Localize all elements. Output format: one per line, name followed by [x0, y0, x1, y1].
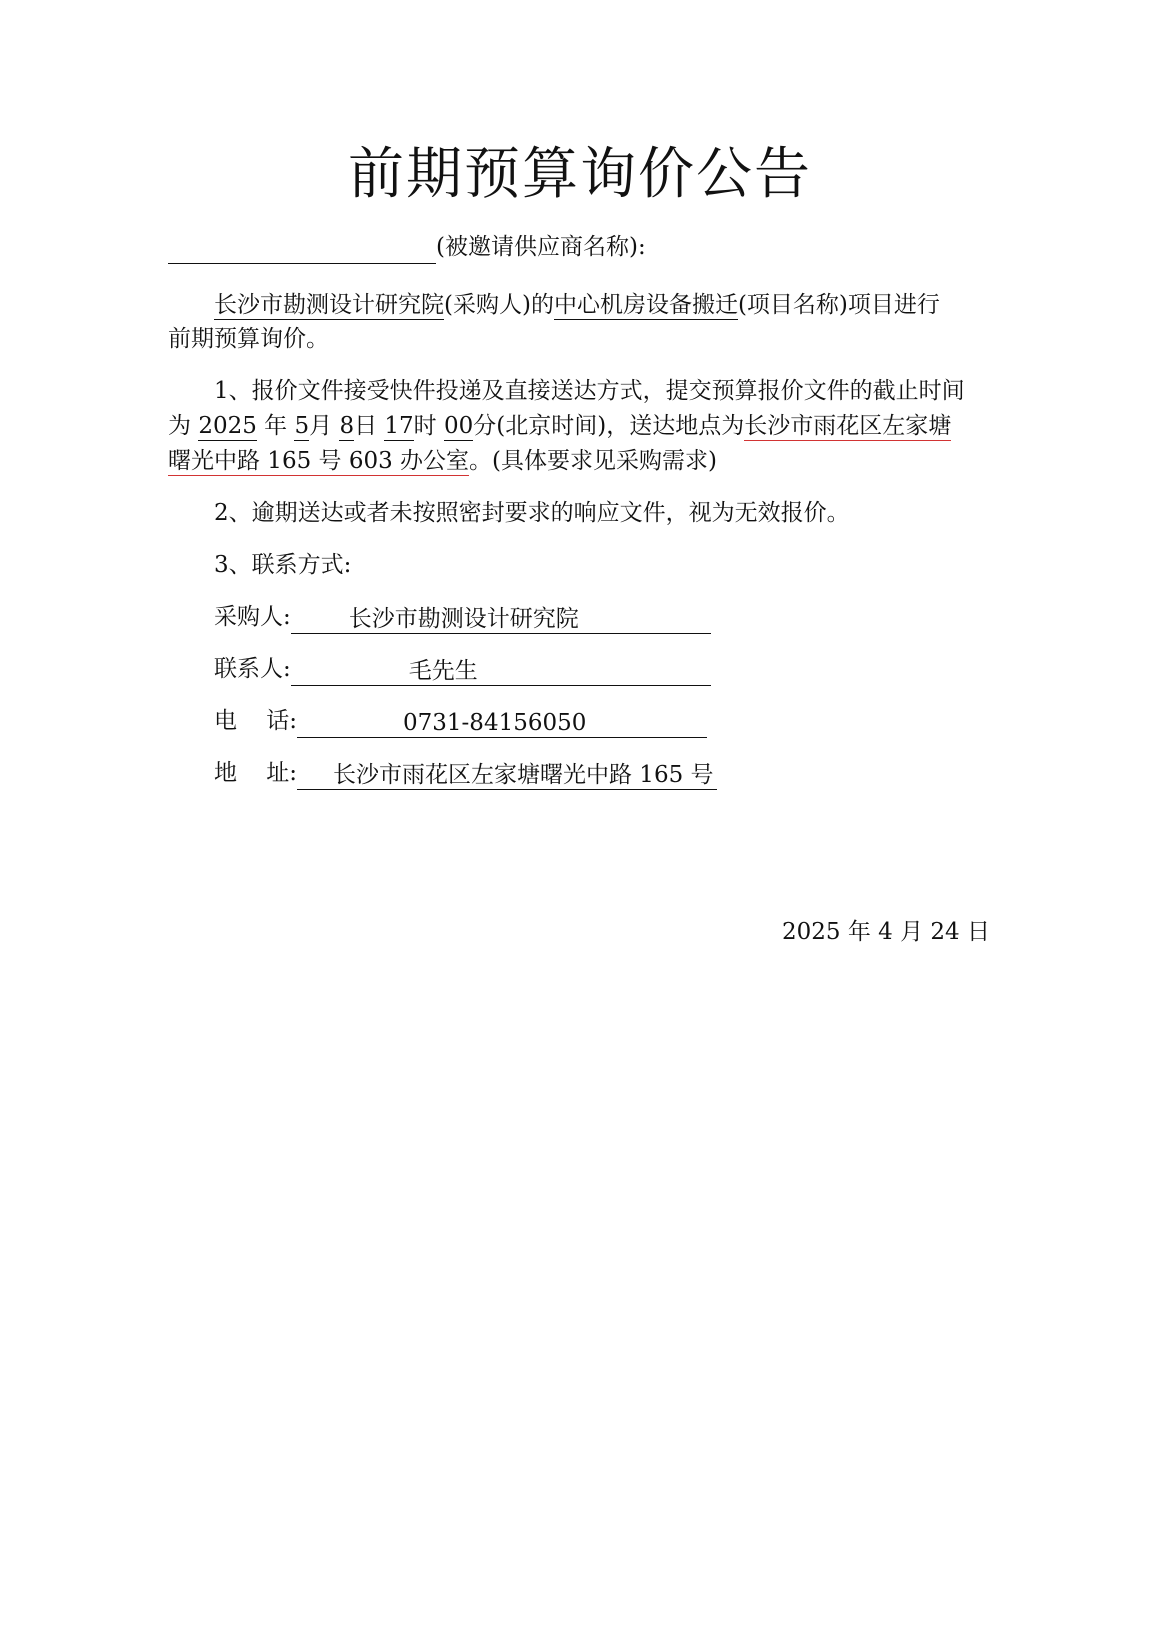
contact-phone-field: [297, 709, 707, 738]
contact-address-row: [214, 756, 717, 790]
contact-person-field: [291, 657, 711, 686]
deadline-minute-unit: 分(北京时间)，送达地点为: [473, 413, 745, 439]
item1-line-2: [168, 409, 951, 443]
item1-line-1: 1、报价文件接受快件投递及直接送达方式，提交预算报价文件的截止时间: [214, 378, 965, 404]
contact-person-row: [214, 652, 711, 686]
contact-person-value: 毛先生: [408, 658, 478, 684]
item1-line-3: [168, 444, 717, 478]
contact-purchaser-field: [291, 605, 711, 634]
contact-purchaser-value: 长沙市勘测设计研究院: [348, 606, 579, 632]
purchaser-name: 长沙市勘测设计研究院: [214, 292, 444, 318]
deadline-year-unit: 年: [264, 413, 288, 439]
deadline-month: 5: [294, 413, 310, 439]
item2-line: 2、逾期送达或者未按照密封要求的响应文件，视为无效报价。: [214, 500, 850, 526]
notice-date: 2025 年 4 月 24 日: [782, 919, 990, 945]
project-name: 中心机房设备搬迁: [553, 292, 738, 318]
deadline-prefix: 为: [168, 413, 191, 439]
project-note: (项目名称)项目进行: [737, 292, 940, 318]
deadline-month-unit: 月: [309, 413, 333, 439]
deadline-minute: 00: [443, 413, 474, 439]
contact-person-label: 联系人:: [214, 656, 291, 682]
intro-line-2: 前期预算询价。: [168, 326, 329, 352]
delivery-place-part1: 长沙市雨花区左家塘: [744, 413, 952, 439]
contact-phone-row: [214, 704, 707, 738]
deadline-hour: 17: [384, 413, 414, 439]
contact-address-label: 地 址:: [214, 760, 297, 786]
contact-phone-label: 电 话:: [214, 708, 297, 734]
deadline-day-unit: 日: [354, 413, 378, 439]
deadline-year: 2025: [198, 413, 257, 439]
contact-address-field: [297, 761, 717, 790]
contact-purchaser-label: 采购人:: [214, 604, 291, 630]
intro-line-1: [214, 288, 940, 322]
addressee-line: [168, 230, 646, 264]
addressee-suffix: (被邀请供应商名称):: [436, 234, 646, 260]
purchaser-note: (采购人)的: [444, 292, 554, 318]
contact-purchaser-row: [214, 600, 711, 634]
supplier-name-blank: [168, 237, 436, 264]
contact-phone-value: 0731-84156050: [403, 710, 587, 736]
page-title: 前期预算询价公告: [348, 142, 812, 207]
delivery-place-part2: 曙光中路 165 号 603 办公室: [168, 448, 470, 474]
deadline-day: 8: [339, 413, 355, 439]
deadline-hour-unit: 时: [413, 413, 437, 439]
item3-line: 3、联系方式:: [214, 552, 352, 578]
item1-suffix: 。(具体要求见采购需求): [469, 448, 717, 474]
contact-address-value: 长沙市雨花区左家塘曙光中路 165 号: [333, 762, 714, 788]
